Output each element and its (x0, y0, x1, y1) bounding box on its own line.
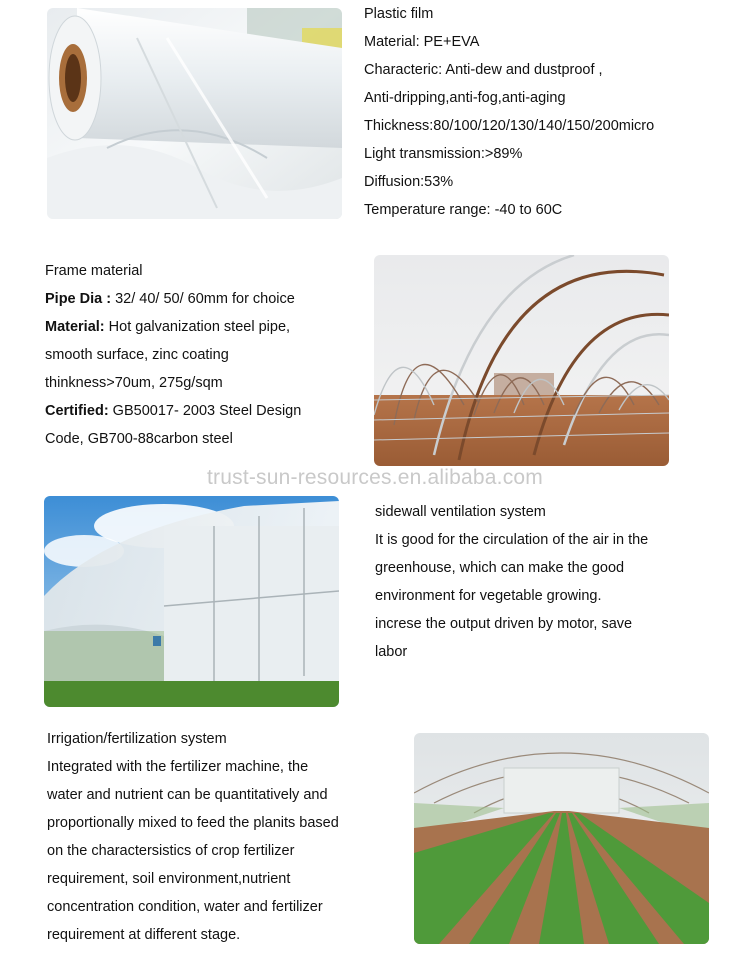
material-line (45, 313, 301, 341)
spec-line: Characteric: Anti-dew and dustproof , (364, 62, 603, 78)
spec-line: Anti-dripping,anti-fog,anti-aging (364, 90, 566, 106)
spec-line: smooth surface, zinc coating (45, 347, 229, 363)
pipe-dia-value: 32/ 40/ 50/ 60mm for choice (111, 291, 295, 307)
pipe-dia-line (45, 285, 301, 313)
spec-line: Temperature range: -40 to 60C (364, 202, 563, 218)
desc-line: increse the output driven by motor, save (375, 616, 633, 632)
desc-line: environment for vegetable growing. (375, 588, 602, 604)
certified-label: Certified: (45, 403, 109, 419)
steel-frame-photo (374, 255, 669, 466)
spec-line: Code, GB700-88carbon steel (45, 431, 233, 447)
ventilation-description (375, 498, 648, 666)
desc-line: water and nutrient can be quantitatively and (47, 787, 328, 803)
frame-material-title: Frame material (45, 263, 143, 279)
desc-line: It is good for the circulation of the air in the (375, 532, 649, 548)
watermark: trust-sun-resources.en.alibaba.com (207, 466, 543, 489)
desc-line: requirement, soil environment,nutrient (47, 871, 291, 887)
irrigation-description (47, 725, 339, 949)
spec-line: Thickness:80/100/120/130/140/150/200micro (364, 118, 655, 134)
certified-line (45, 397, 301, 425)
ventilation-title: sidewall ventilation system (375, 504, 546, 520)
spec-line: Light transmission:>89% (364, 146, 523, 162)
spec-line: thinkness>70um, 275g/sqm (45, 375, 223, 391)
plastic-film-photo (47, 8, 342, 219)
material-label: Material: (45, 319, 105, 335)
desc-line: proportionally mixed to feed the planits based (47, 815, 339, 831)
irrigation-greenhouse-photo (414, 733, 709, 944)
spec-line: Material: PE+EVA (364, 34, 480, 50)
desc-line: labor (375, 644, 408, 660)
plastic-film-title: Plastic film (364, 6, 434, 22)
frame-material-specs (45, 257, 301, 453)
plastic-film-specs (364, 0, 654, 224)
pipe-dia-label: Pipe Dia : (45, 291, 112, 307)
desc-line: concentration condition, water and fertilizer (47, 899, 323, 915)
desc-line: greenhouse, which can make the good (375, 560, 625, 576)
certified-value: GB50017- 2003 Steel Design (108, 403, 302, 419)
desc-line: requirement at different stage. (47, 927, 241, 943)
irrigation-title: Irrigation/fertilization system (47, 731, 227, 747)
spec-line: Diffusion:53% (364, 174, 454, 190)
desc-line: Integrated with the fertilizer machine, the (47, 759, 309, 775)
desc-line: on the charactersistics of crop fertilizer (47, 843, 295, 859)
material-value: Hot galvanization steel pipe, (104, 319, 291, 335)
greenhouse-ventilation-photo (44, 496, 339, 707)
